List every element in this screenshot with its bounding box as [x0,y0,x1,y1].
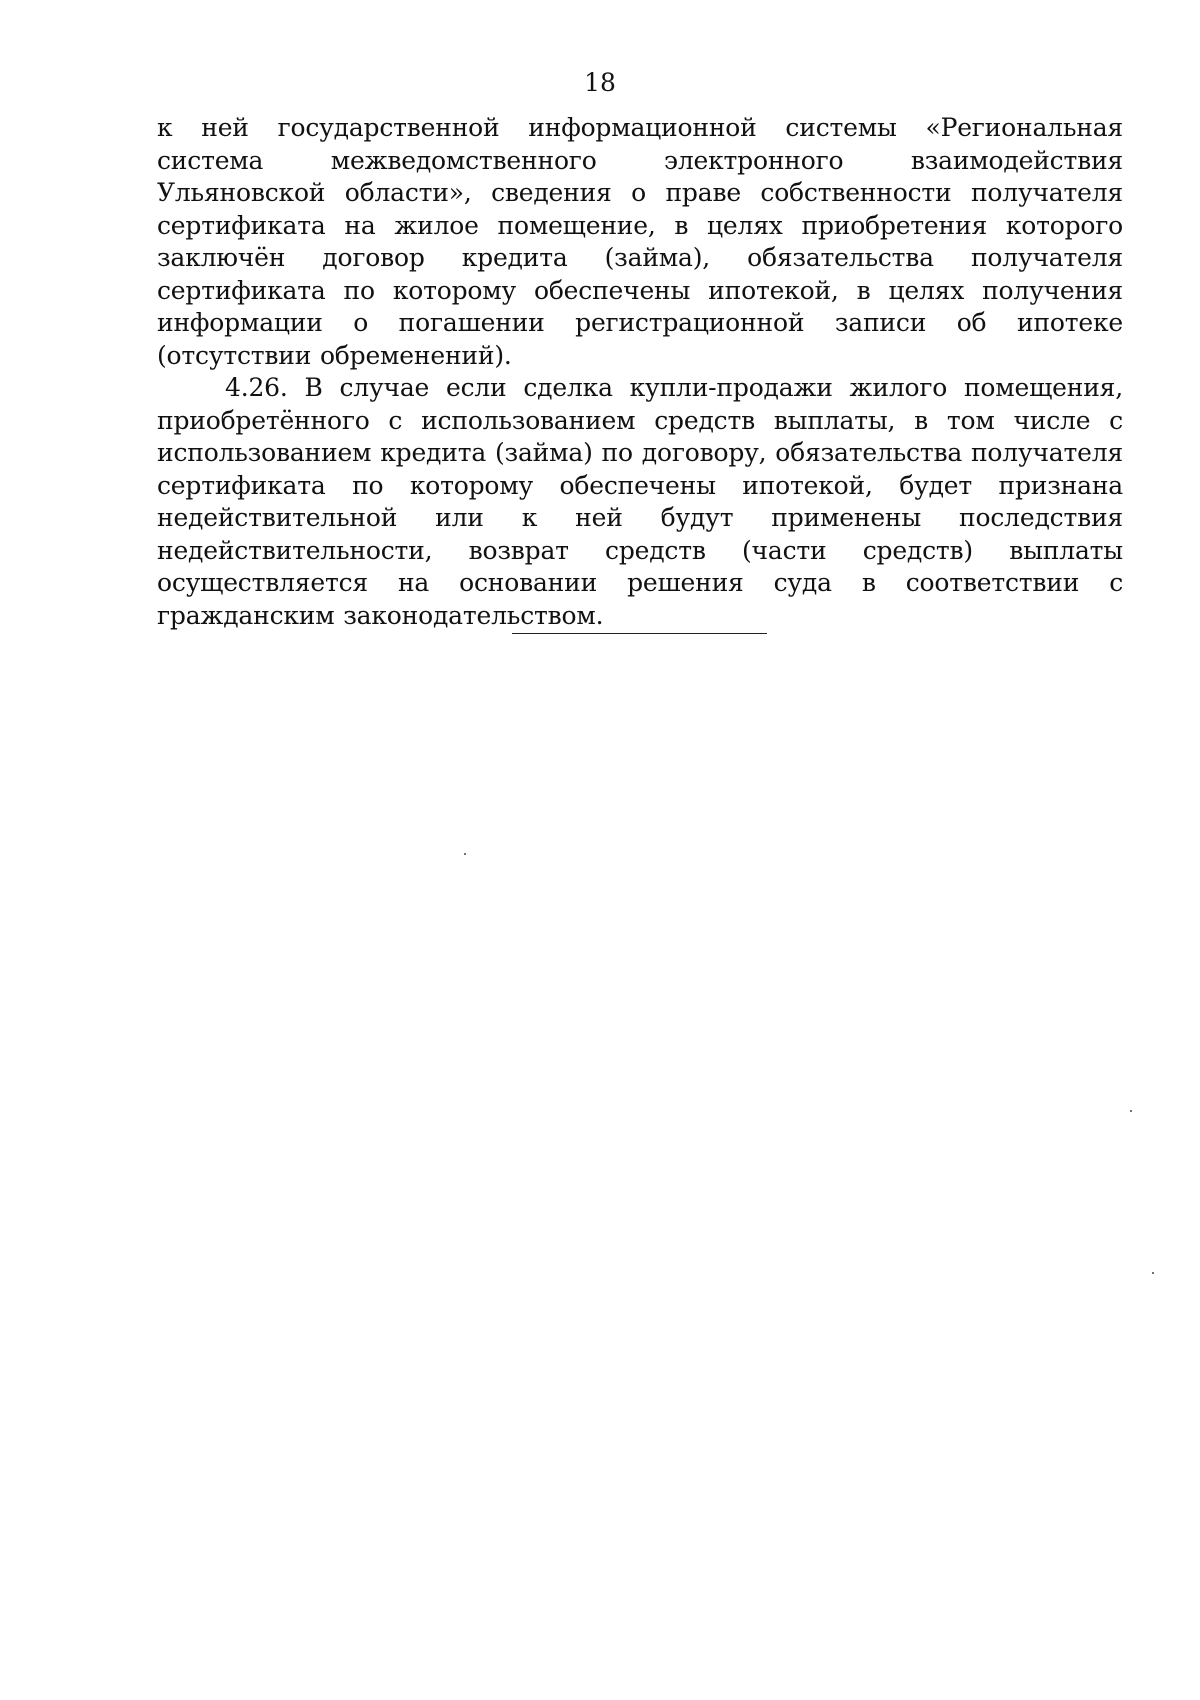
page-number: 18 [584,68,616,97]
end-of-text-rule [512,633,767,634]
paragraph-4-26: 4.26. В случае если сделка купли-продажи жилого помещения, приобретённого с использованием средств выплаты, в том числе с использованием кредита (займа) по договору, обязательства получателя сертификата по которому обеспечены ипотекой, будет признана недействительной или к ней будут применены последствия недействительности, возврат средств (части средств) выплаты осуществляется на основании решения суда в соответствии с гражданским законодательством. [157,373,1123,630]
scan-speck [464,853,466,855]
scan-speck [1152,1272,1154,1274]
scan-speck [1130,1110,1132,1112]
document-body [157,112,1123,632]
paragraph-continuation: к ней государственной информационной системы «Региональная система межведомственного электронного взаимодействия Ульяновской области», сведения о праве собственности получателя сертификата на жилое помещение, в целях приобретения которого заключён договор кредита (займа), обязательства получателя сертификата по которому обеспечены ипотекой, в целях получения информации о погашении регистрационной записи об ипотеке (отсутствии обременений). [157,113,1123,370]
